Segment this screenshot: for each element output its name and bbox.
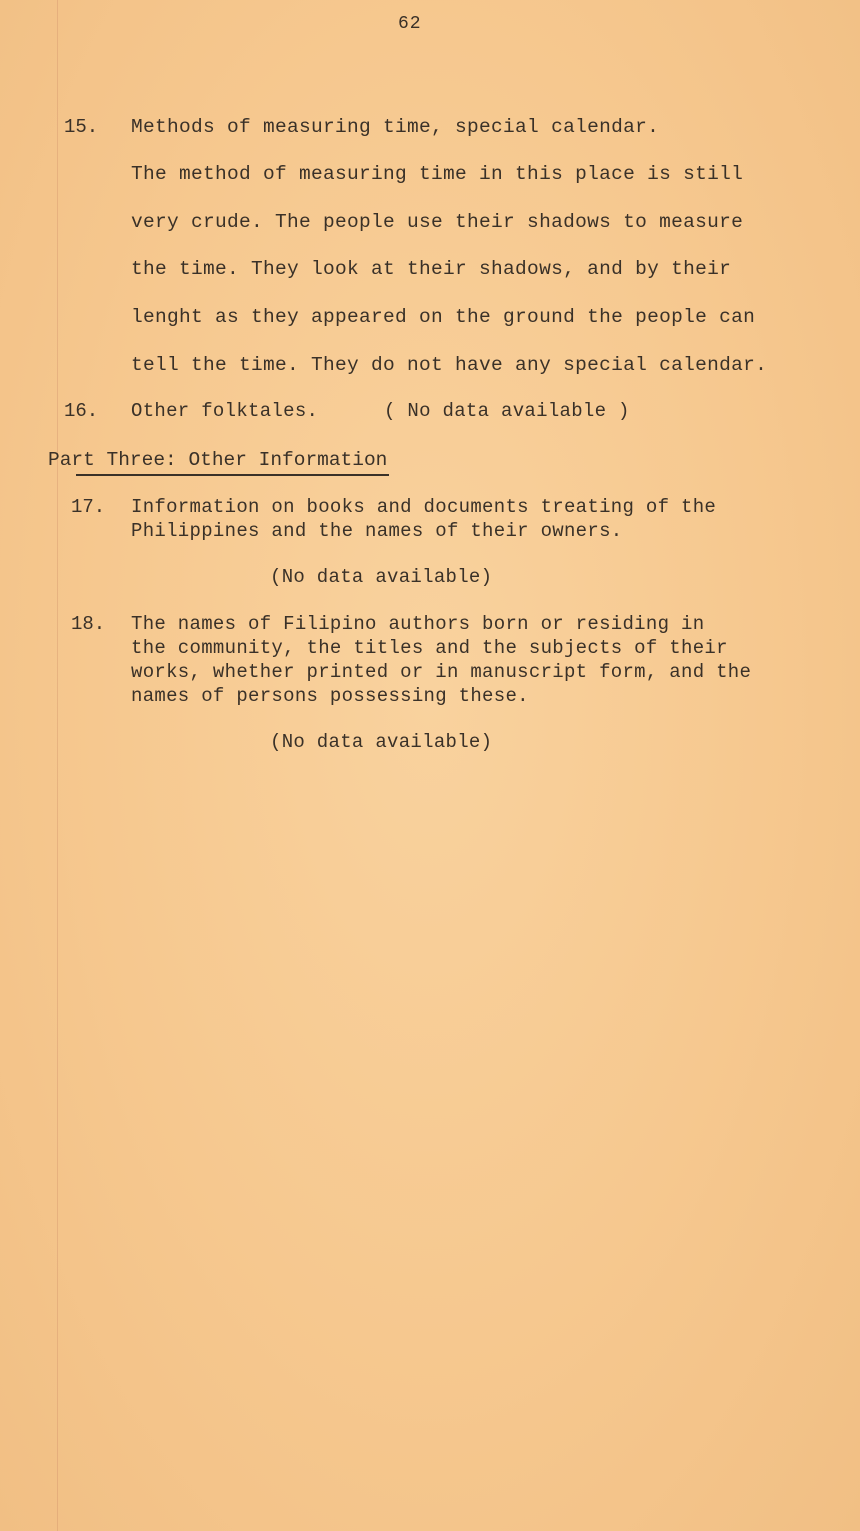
heading-underline (76, 474, 389, 476)
section-17-line: Philippines and the names of their owners. (131, 520, 623, 542)
part-three-heading (48, 449, 387, 471)
section-16-title: Other folktales. (131, 400, 319, 422)
page-number: 62 (398, 14, 422, 34)
section-15-line: lenght as they appeared on the ground the people can (131, 306, 756, 328)
section-15-line: tell the time. They do not have any special calendar. (131, 354, 768, 376)
section-18-line: works, whether printed or in manuscript form, and the (131, 661, 752, 683)
section-18-line: The names of Filipino authors born or residing in (131, 613, 705, 635)
section-15-title: Methods of measuring time, special calendar. (131, 116, 660, 138)
section-15-number: 15. (64, 116, 99, 138)
part-three-label: Part Three: (48, 449, 177, 471)
section-17-line: Information on books and documents treating of the (131, 496, 717, 518)
section-15-line: the time. They look at their shadows, and by their (131, 258, 732, 280)
margin-rule (57, 0, 58, 1531)
section-17-note: (No data available) (270, 566, 493, 588)
section-18-note: (No data available) (270, 731, 493, 753)
section-15-line: very crude. The people use their shadows to measure (131, 211, 744, 233)
part-three-title: Other Information (188, 449, 388, 471)
section-17-number: 17. (71, 496, 106, 518)
section-18-number: 18. (71, 613, 106, 635)
section-16-number: 16. (64, 400, 99, 422)
section-15-line: The method of measuring time in this place is still (131, 163, 744, 185)
section-18-line: names of persons possessing these. (131, 685, 529, 707)
section-18-line: the community, the titles and the subjects of their (131, 637, 728, 659)
section-16-note: ( No data available ) (384, 400, 630, 422)
